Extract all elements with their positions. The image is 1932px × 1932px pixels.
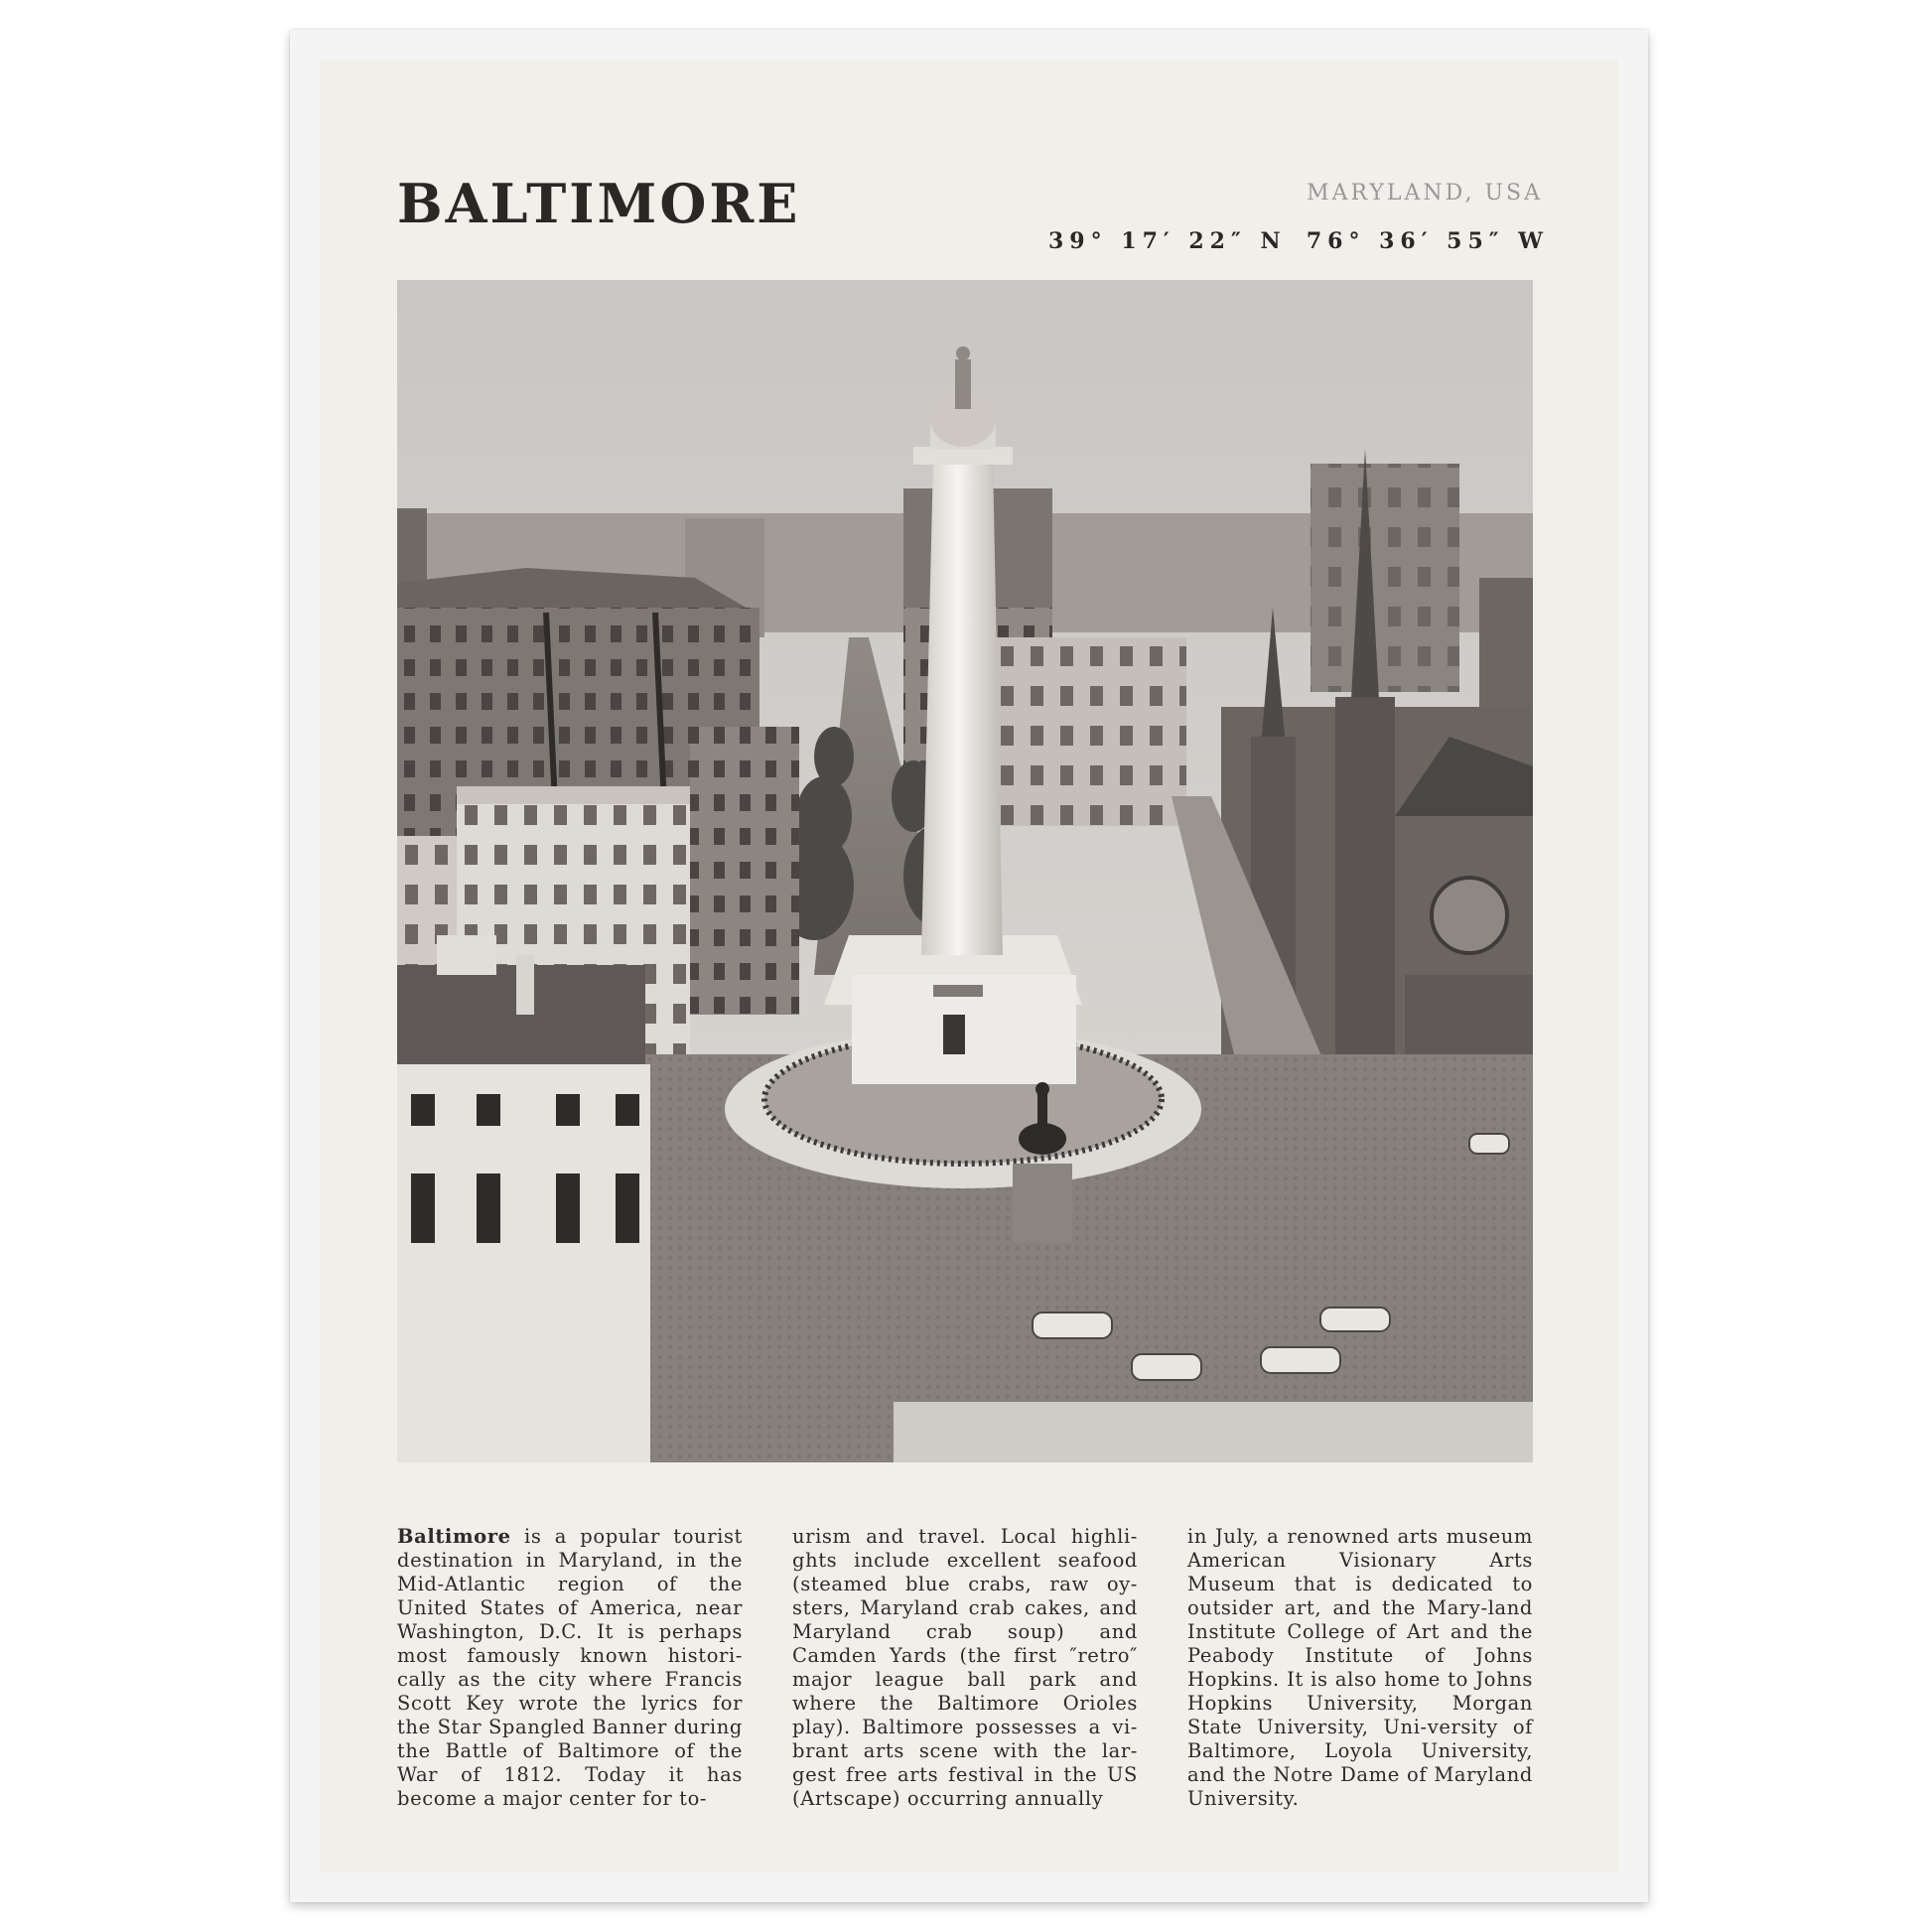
longitude-label: 76° 36′ 55″ W: [1306, 228, 1549, 254]
body-column-3: in July, a renowned arts museum American Visionary Arts Museum that is dedicated to outsider art, and the Mary-land Institute College of Art and the Peabody Institute of Johns Hopkins. It is also home to Johns Hopkins University, Morgan State University, Uni-versity of Baltimore, Loyola University, and the Notre Dame of Maryland University.: [1187, 1525, 1533, 1810]
body-lead: Baltimore: [397, 1525, 511, 1548]
region-label: MARYLAND, USA: [1307, 181, 1543, 206]
city-title: BALTIMORE: [397, 172, 801, 235]
body-text-1: is a popular tourist destination in Maryland, in the Mid-Atlantic region of the United States of America, near Washington, D.C. It is perhaps most famously known histori-cally as the city where Francis Scott Key wrote the lyrics for the Star Spangled Banner during the Battle of Baltimore of the War of 1812. Today it has become a major center for to-: [397, 1525, 743, 1810]
poster-paper: [320, 60, 1618, 1872]
monument-illustration: [397, 280, 1533, 1462]
latitude-label: 39° 17′ 22″ N: [1048, 228, 1287, 254]
body-column-1: [397, 1525, 743, 1811]
plaza: [645, 1030, 1533, 1462]
balustrade: [894, 1402, 1533, 1462]
city-photo: [397, 280, 1533, 1462]
monument-base: [824, 935, 1082, 1084]
lower-left-building: [397, 935, 650, 1462]
white-building-right: [968, 637, 1186, 826]
body-column-2: urism and travel. Local highli-ghts include excellent seafood (steamed blue crabs, raw oy-sters, Maryland crab cakes, and Maryland crab soup) and Camden Yards (the first ″retro″ major league ball park and where the Baltimore Orioles play). Baltimore possesses a vi-brant arts scene with the lar-gest free arts festival in the US (Artscape) occurring annually: [792, 1525, 1138, 1810]
poster-frame: [290, 30, 1648, 1902]
